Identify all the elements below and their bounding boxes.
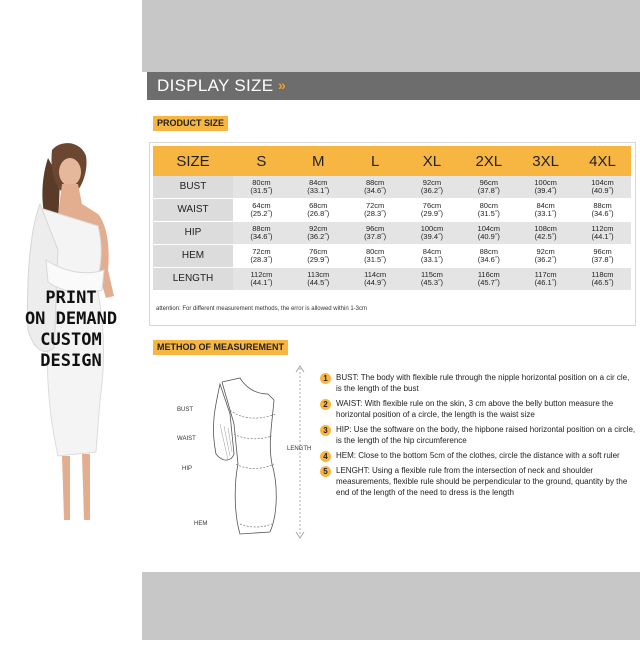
measurement-cell — [233, 268, 290, 291]
inch-value: (34.6˝) — [364, 186, 387, 195]
promo-line: DESIGN — [40, 351, 102, 371]
cm-value: 80cm — [479, 200, 498, 210]
measurement-cell — [347, 268, 404, 291]
cm-value: 84cm — [422, 246, 442, 256]
inch-value: (37.8˝) — [364, 232, 387, 241]
measurement-cell — [290, 199, 347, 222]
cm-value: 88cm — [593, 200, 612, 210]
double-chevron-icon: » — [278, 77, 283, 93]
measurement-cell — [290, 268, 347, 291]
measurement-cell — [404, 268, 461, 291]
cm-value: 100cm — [420, 223, 444, 233]
measurement-cell — [574, 222, 631, 245]
measurement-row — [153, 222, 631, 245]
size-header: 2XL — [460, 146, 517, 176]
bottom-gray-band — [142, 572, 640, 640]
cm-value: 92cm — [309, 223, 328, 233]
measurement-step — [320, 450, 636, 461]
cm-value: 96cm — [593, 246, 612, 256]
promo-line: CUSTOM — [40, 330, 102, 350]
measurement-step — [320, 398, 636, 420]
inch-value: (44.1˝) — [591, 232, 614, 241]
inch-value: (28.3˝) — [250, 255, 273, 264]
measurement-cell — [460, 268, 517, 291]
measurement-row — [153, 176, 631, 199]
cm-value: 72cm — [365, 200, 385, 210]
step-number-badge: 2 — [320, 399, 331, 410]
inch-value: (45.3˝) — [420, 278, 443, 287]
measurement-cell — [404, 199, 461, 222]
sketch-label-waist: WAIST — [177, 436, 196, 442]
measurement-cell — [290, 245, 347, 268]
size-table — [153, 146, 631, 291]
inch-value: (39.4˝) — [420, 232, 443, 241]
size-corner-header: SIZE — [153, 146, 233, 176]
print-on-demand-text — [0, 288, 142, 372]
inch-value: (36.2˝) — [534, 255, 557, 264]
inch-value: (36.2˝) — [420, 186, 443, 195]
measurement-cell — [404, 176, 461, 199]
cm-value: 118cm — [591, 269, 614, 279]
cm-value: 100cm — [534, 177, 557, 187]
measurement-row-label: WAIST — [153, 199, 233, 222]
step-text: WAIST: With flexible rule on the skin, 3 cm above the belly button measure the horizontal position of a circle, the length is the waist size — [336, 399, 614, 419]
measurement-cell — [290, 176, 347, 199]
inch-value: (29.9˝) — [307, 255, 330, 264]
size-header-row — [153, 146, 631, 176]
cm-value: 116cm — [477, 269, 500, 279]
inch-value: (25.2˝) — [250, 209, 273, 218]
inch-value: (40.9˝) — [591, 186, 614, 195]
inch-value: (46.5˝) — [591, 278, 614, 287]
inch-value: (29.9˝) — [420, 209, 443, 218]
measurement-cell — [233, 176, 290, 199]
inch-value: (31.5˝) — [250, 186, 273, 195]
step-text: HEM: Close to the bottom 5cm of the clothes, circle the distance with a soft ruler — [336, 451, 620, 460]
size-chart-panel — [142, 0, 640, 640]
cm-value: 96cm — [365, 223, 385, 233]
sketch-label-bust: BUST — [177, 407, 194, 413]
size-table-body — [153, 176, 631, 291]
measurement-row — [153, 245, 631, 268]
step-text: BUST: The body with flexible rule through the nipple horizontal position on a cir cle, is the length of the bust — [336, 373, 630, 393]
measurement-steps — [320, 372, 636, 502]
measurement-cell — [517, 268, 574, 291]
cm-value: 72cm — [252, 246, 271, 256]
top-gray-band — [142, 0, 640, 72]
inch-value: (33.1˝) — [420, 255, 443, 264]
step-number-badge: 3 — [320, 425, 331, 436]
cm-value: 112cm — [250, 269, 273, 279]
inch-value: (36.2˝) — [307, 232, 330, 241]
measurement-cell — [460, 222, 517, 245]
inch-value: (37.8˝) — [591, 255, 614, 264]
measurement-row-label: HEM — [153, 245, 233, 268]
cm-value: 96cm — [479, 177, 498, 187]
measurement-step — [320, 424, 636, 446]
measurement-cell — [574, 268, 631, 291]
cm-value: 76cm — [422, 200, 442, 210]
measurement-row — [153, 199, 631, 222]
measurement-cell — [404, 222, 461, 245]
cm-value: 64cm — [252, 200, 271, 210]
step-text: LENGHT: Using a flexible rule from the intersection of neck and shoulder measurements, flexible rule should be perpendicular to the ground, quantity by the end of the length of the need to dress is the length — [336, 466, 628, 497]
inch-value: (39.4˝) — [534, 186, 557, 195]
step-number-badge: 4 — [320, 451, 331, 462]
inch-value: (33.1˝) — [534, 209, 557, 218]
measurement-cell — [404, 245, 461, 268]
cm-value: 108cm — [534, 223, 557, 233]
product-size-label: PRODUCT SIZE — [153, 116, 228, 131]
cm-value: 113cm — [307, 269, 330, 279]
measurement-cell — [290, 222, 347, 245]
cm-value: 68cm — [309, 200, 328, 210]
inch-value: (44.5˝) — [307, 278, 330, 287]
cm-value: 115cm — [420, 269, 443, 279]
cm-value: 84cm — [309, 177, 328, 187]
size-header: M — [290, 146, 347, 176]
step-text: HIP: Use the software on the body, the hipbone raised horizontal position on a circle, is the length of the hip circumference — [336, 425, 636, 445]
measurement-cell — [460, 245, 517, 268]
measurement-cell — [574, 245, 631, 268]
cm-value: 112cm — [591, 223, 614, 233]
cm-value: 104cm — [477, 223, 501, 233]
size-header: S — [233, 146, 290, 176]
inch-value: (28.3˝) — [364, 209, 387, 218]
cm-value: 92cm — [422, 177, 442, 187]
measurement-cell — [347, 176, 404, 199]
inch-value: (26.8˝) — [307, 209, 330, 218]
measurement-row — [153, 268, 631, 291]
measurement-row-label: HIP — [153, 222, 233, 245]
measurement-cell — [460, 176, 517, 199]
display-size-banner — [147, 72, 640, 100]
inch-value: (34.6˝) — [477, 255, 500, 264]
measurement-row-label: BUST — [153, 176, 233, 199]
inch-value: (34.6˝) — [250, 232, 273, 241]
measurement-cell — [517, 222, 574, 245]
size-header: L — [347, 146, 404, 176]
inch-value: (37.8˝) — [477, 186, 500, 195]
promo-line: ON DEMAND — [24, 309, 118, 329]
measurement-cell — [460, 199, 517, 222]
attention-note: attention: For different measurement methods, the error is allowed within 1-3cm — [156, 306, 367, 312]
inch-value: (34.6˝) — [591, 209, 614, 218]
measurement-cell — [233, 222, 290, 245]
measurement-cell — [574, 199, 631, 222]
measurement-row-label: LENGTH — [153, 268, 233, 291]
sketch-label-hip: HIP — [182, 466, 193, 472]
measurement-cell — [574, 176, 631, 199]
measurement-cell — [347, 222, 404, 245]
size-header: XL — [404, 146, 461, 176]
dress-measurement-sketch — [182, 364, 322, 544]
model-photo — [0, 0, 142, 640]
measurement-cell — [517, 199, 574, 222]
inch-value: (44.9˝) — [364, 278, 387, 287]
cm-value: 80cm — [365, 246, 385, 256]
promo-line: PRINT — [45, 288, 97, 308]
inch-value: (33.1˝) — [307, 186, 330, 195]
measurement-cell — [233, 199, 290, 222]
inch-value: (40.9˝) — [477, 232, 500, 241]
cm-value: 88cm — [479, 246, 498, 256]
measurement-step — [320, 465, 636, 498]
measurement-cell — [347, 245, 404, 268]
cm-value: 88cm — [252, 223, 271, 233]
measurement-cell — [517, 176, 574, 199]
step-number-badge: 1 — [320, 373, 331, 384]
measurement-cell — [347, 199, 404, 222]
inch-value: (45.7˝) — [477, 278, 500, 287]
cm-value: 84cm — [536, 200, 555, 210]
inch-value: (42.5˝) — [534, 232, 557, 241]
cm-value: 88cm — [365, 177, 385, 187]
measurement-cell — [233, 245, 290, 268]
cm-value: 117cm — [534, 269, 557, 279]
measurement-step — [320, 372, 636, 394]
sketch-label-hem: HEM — [194, 521, 208, 527]
inch-value: (44.1˝) — [250, 278, 273, 287]
inch-value: (31.5˝) — [364, 255, 387, 264]
cm-value: 76cm — [309, 246, 328, 256]
measurement-cell — [517, 245, 574, 268]
size-header: 4XL — [574, 146, 631, 176]
cm-value: 92cm — [536, 246, 555, 256]
banner-title: DISPLAY SIZE — [157, 76, 274, 95]
size-header: 3XL — [517, 146, 574, 176]
step-number-badge: 5 — [320, 466, 331, 477]
method-of-measurement-label: METHOD OF MEASUREMENT — [153, 340, 288, 355]
inch-value: (46.1˝) — [534, 278, 557, 287]
cm-value: 114cm — [364, 269, 387, 279]
inch-value: (31.5˝) — [477, 209, 500, 218]
sketch-label-length: LENGTH — [287, 446, 312, 452]
cm-value: 80cm — [252, 177, 271, 187]
cm-value: 104cm — [591, 177, 614, 187]
